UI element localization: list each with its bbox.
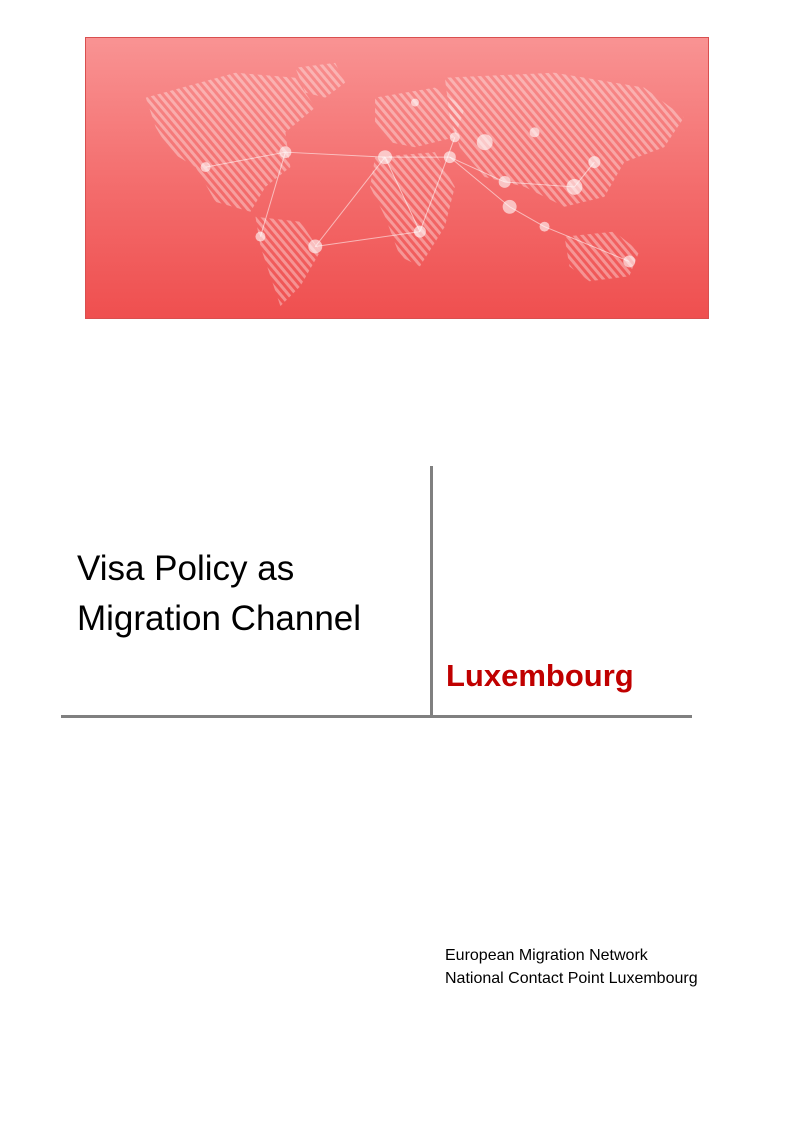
document-title [77, 544, 422, 644]
cover-banner [85, 37, 709, 319]
vertical-divider [430, 466, 433, 718]
title-line-1: Visa Policy as [77, 549, 295, 588]
publisher-line-1: European Migration Network [445, 947, 648, 964]
publisher-line-2: National Contact Point Luxembourg [445, 970, 698, 987]
horizontal-divider [61, 715, 692, 718]
publisher-block [445, 944, 698, 990]
title-line-2: Migration Channel [77, 599, 362, 638]
country-label: Luxembourg [446, 658, 634, 693]
world-map-network-icon [86, 38, 708, 318]
